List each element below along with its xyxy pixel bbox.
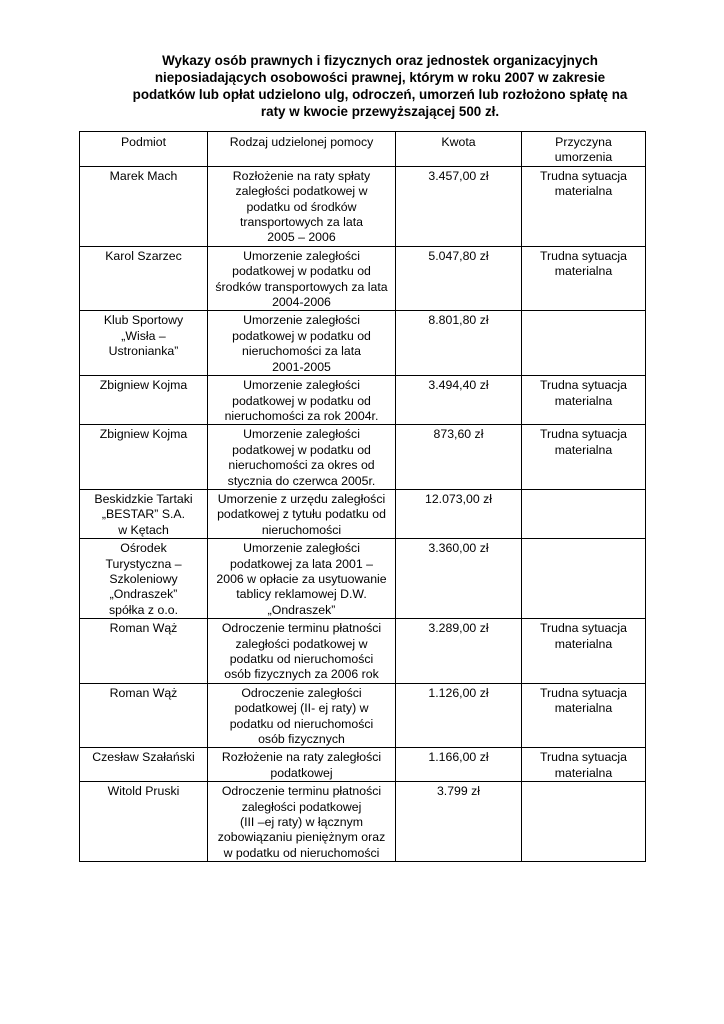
cell-line: Odroczenie terminu płatności (221, 784, 382, 799)
cell-line: materialna (554, 701, 613, 716)
cell-rodzaj (208, 489, 396, 538)
cell-line: podatkowej w podatku od (232, 264, 371, 279)
cell-line: podatku od nieruchomości (229, 652, 374, 666)
cell-line: Szkoleniowy (109, 571, 178, 586)
cell-line: Umorzenie zaległości (243, 541, 360, 556)
title-line: Wykazy osób prawnych i fizycznych oraz jednostek organizacyjnych (162, 53, 598, 68)
cell-kwota (396, 489, 522, 538)
cell-line: 3.799 zł (436, 784, 481, 799)
cell-line: Witold Pruski (107, 784, 180, 799)
cell-rodzaj (208, 782, 396, 862)
table-header-row (80, 132, 646, 167)
cell-line: materialna (554, 636, 613, 651)
title-line: podatków lub opłat udzielono ulg, odroczeń, umorzeń lub rozłożono spłatę na (132, 87, 628, 102)
cell-line: tablicy reklamowej D.W. (236, 587, 367, 602)
cell-podmiot (80, 425, 208, 490)
cell-line: materialna (554, 184, 613, 199)
table-row (80, 782, 646, 862)
cell-line: 12.073,00 zł (424, 491, 492, 506)
table-row (80, 311, 646, 376)
cell-line: „Ondraszek” (267, 602, 336, 617)
cell-podmiot (80, 311, 208, 376)
header-przyczyna (522, 132, 646, 167)
cell-line: Odroczenie zaległości (241, 685, 362, 700)
cell-line: 3.289,00 zł (428, 621, 489, 636)
cell-podmiot (80, 376, 208, 425)
cell-line: Turystyczna – (105, 556, 182, 571)
cell-line: 8.801,80 zł (428, 313, 489, 328)
cell-line: Umorzenie zaległości (243, 427, 360, 442)
table-row (80, 748, 646, 782)
cell-line: umorzenia (554, 150, 613, 165)
cell-line: 3.494,40 zł (428, 378, 489, 393)
cell-line: podatkowej (II- ej raty) w (234, 701, 369, 716)
cell-line: zaległości podatkowej w (235, 636, 368, 651)
cell-podmiot (80, 619, 208, 684)
cell-line: (III –ej raty) w łącznym (240, 815, 363, 830)
cell-kwota (396, 246, 522, 311)
cell-line: Trudna sytuacja (539, 685, 628, 700)
cell-line: 2004-2006 (272, 295, 331, 310)
table-row (80, 376, 646, 425)
cell-przyczyna (522, 683, 646, 748)
cell-line: podatkowej w podatku od (232, 328, 371, 343)
cell-line: Rozłożenie na raty zaległości (221, 750, 382, 765)
cell-podmiot (80, 782, 208, 862)
cell-rodzaj (208, 748, 396, 782)
table-row (80, 683, 646, 748)
cell-przyczyna (522, 246, 646, 311)
cell-line: Trudna sytuacja (539, 750, 628, 765)
cell-przyczyna (522, 376, 646, 425)
cell-line: 2005 – 2006 (267, 230, 336, 245)
header-podmiot (80, 132, 208, 167)
cell-line: podatkowej (270, 765, 333, 780)
cell-przyczyna (522, 539, 646, 619)
title-line: nieposiadających osobowości prawnej, którym w roku 2007 w zakresie (154, 70, 606, 85)
cell-line: podatkowej za lata 2001 – (230, 556, 373, 571)
cell-line: zobowiązaniu pieniężnym oraz (217, 830, 386, 845)
cell-line: Czesław Szałański (92, 750, 195, 765)
cell-line: nieruchomości (261, 522, 342, 537)
table-row (80, 166, 646, 246)
cell-line: 1.126,00 zł (428, 685, 489, 700)
cell-przyczyna (522, 311, 646, 376)
cell-kwota (396, 782, 522, 862)
cell-line: zaległości podatkowej (241, 799, 362, 814)
cell-line: 1.166,00 zł (428, 750, 489, 765)
cell-podmiot (80, 748, 208, 782)
cell-line: stycznia do czerwca 2005r. (227, 473, 376, 488)
cell-rodzaj (208, 425, 396, 490)
cell-line: Kwota (441, 135, 476, 149)
cell-rodzaj (208, 376, 396, 425)
cell-line: „Wisła – (121, 328, 166, 343)
cell-line: Zbigniew Kojma (99, 427, 188, 442)
table-row (80, 489, 646, 538)
cell-line: nieruchomości za lata (242, 344, 361, 359)
cell-kwota (396, 539, 522, 619)
cell-podmiot (80, 166, 208, 246)
table-row (80, 425, 646, 490)
cell-rodzaj (208, 246, 396, 311)
cell-rodzaj (208, 311, 396, 376)
cell-line: Trudna sytuacja (539, 621, 628, 636)
cell-przyczyna (522, 748, 646, 782)
cell-kwota (396, 619, 522, 684)
cell-kwota (396, 748, 522, 782)
cell-podmiot (80, 246, 208, 311)
cell-line: Zbigniew Kojma (99, 378, 188, 393)
cell-line: Klub Sportowy (103, 313, 184, 328)
cell-line: Umorzenie z urzędu zaległości (217, 491, 386, 506)
cell-line: Trudna sytuacja (539, 378, 628, 393)
cell-line: Marek Mach (109, 168, 178, 183)
header-rodzaj (208, 132, 396, 167)
cell-line: Umorzenie zaległości (243, 248, 360, 263)
cell-przyczyna (522, 425, 646, 490)
cell-line: 2006 w opłacie za usytuowanie (216, 571, 387, 586)
cell-line: Trudna sytuacja (539, 168, 628, 183)
cell-przyczyna (522, 166, 646, 246)
cell-line: Karol Szarzec (105, 248, 182, 263)
cell-line: Beskidzkie Tartaki (94, 491, 193, 506)
cell-line: 3.360,00 zł (428, 541, 489, 556)
cell-line: materialna (554, 264, 613, 279)
cell-line: Roman Wąż (109, 685, 178, 700)
cell-line: 3.457,00 zł (428, 168, 489, 183)
cell-przyczyna (522, 619, 646, 684)
cell-line: środków transportowych za lata (215, 279, 388, 294)
cell-przyczyna (522, 782, 646, 862)
cell-line: materialna (554, 393, 613, 408)
cell-line: Trudna sytuacja (539, 248, 628, 263)
cell-line: podatkowej w podatku od (232, 442, 371, 457)
cell-line: „BESTAR” S.A. (101, 507, 186, 522)
cell-line: Umorzenie zaległości (243, 378, 360, 393)
cell-line: spółka z o.o. (108, 602, 179, 617)
table-row (80, 539, 646, 619)
cell-line: 2001-2005 (272, 359, 331, 374)
cell-line: nieruchomości za rok 2004r. (224, 408, 379, 423)
table-row (80, 619, 646, 684)
cell-line: w podatku od nieruchomości (223, 845, 380, 860)
cell-line: osób fizycznych za 2006 rok (224, 667, 379, 682)
cell-line: 873,60 zł (433, 427, 484, 442)
cell-przyczyna (522, 489, 646, 538)
cell-rodzaj (208, 539, 396, 619)
header-kwota (396, 132, 522, 167)
cell-line: podatkowej z tytułu podatku od (217, 507, 386, 522)
cell-podmiot (80, 683, 208, 748)
cell-line: w Kętach (118, 522, 169, 537)
cell-line: nieruchomości za okres od (228, 458, 375, 473)
document-title (100, 52, 660, 120)
cell-line: Rodzaj udzielonej pomocy (229, 135, 374, 149)
cell-line: podatkowej w podatku od (232, 393, 371, 408)
cell-line: Rozłożenie na raty spłaty (232, 168, 371, 183)
table-row (80, 246, 646, 311)
cell-kwota (396, 425, 522, 490)
cell-line: transportowych za lata (239, 215, 364, 230)
cell-line: podatku od nieruchomości (229, 716, 374, 731)
cell-line: materialna (554, 442, 613, 457)
cell-line: Ośrodek (120, 541, 167, 556)
cell-kwota (396, 166, 522, 246)
title-line: raty w kwocie przewyższającej 500 zł. (260, 104, 500, 119)
cell-line: Podmiot (120, 135, 167, 149)
cell-line: „Ondraszek” (109, 587, 178, 602)
cell-rodzaj (208, 619, 396, 684)
relief-table (79, 131, 646, 862)
cell-line: podatku od środków (246, 199, 357, 214)
cell-kwota (396, 683, 522, 748)
cell-line: Trudna sytuacja (539, 427, 628, 442)
cell-line: Odroczenie terminu płatności (221, 621, 382, 636)
cell-kwota (396, 311, 522, 376)
cell-podmiot (80, 489, 208, 538)
cell-line: Ustronianka” (108, 344, 179, 359)
cell-kwota (396, 376, 522, 425)
cell-podmiot (80, 539, 208, 619)
cell-line: 5.047,80 zł (428, 248, 489, 263)
cell-rodzaj (208, 683, 396, 748)
cell-rodzaj (208, 166, 396, 246)
cell-line: Roman Wąż (109, 621, 178, 636)
cell-line: Przyczyna (555, 135, 612, 149)
cell-line: osób fizycznych (258, 732, 345, 747)
cell-line: Umorzenie zaległości (243, 313, 360, 328)
cell-line: zaległości podatkowej w (235, 184, 368, 199)
cell-line: materialna (554, 765, 613, 780)
